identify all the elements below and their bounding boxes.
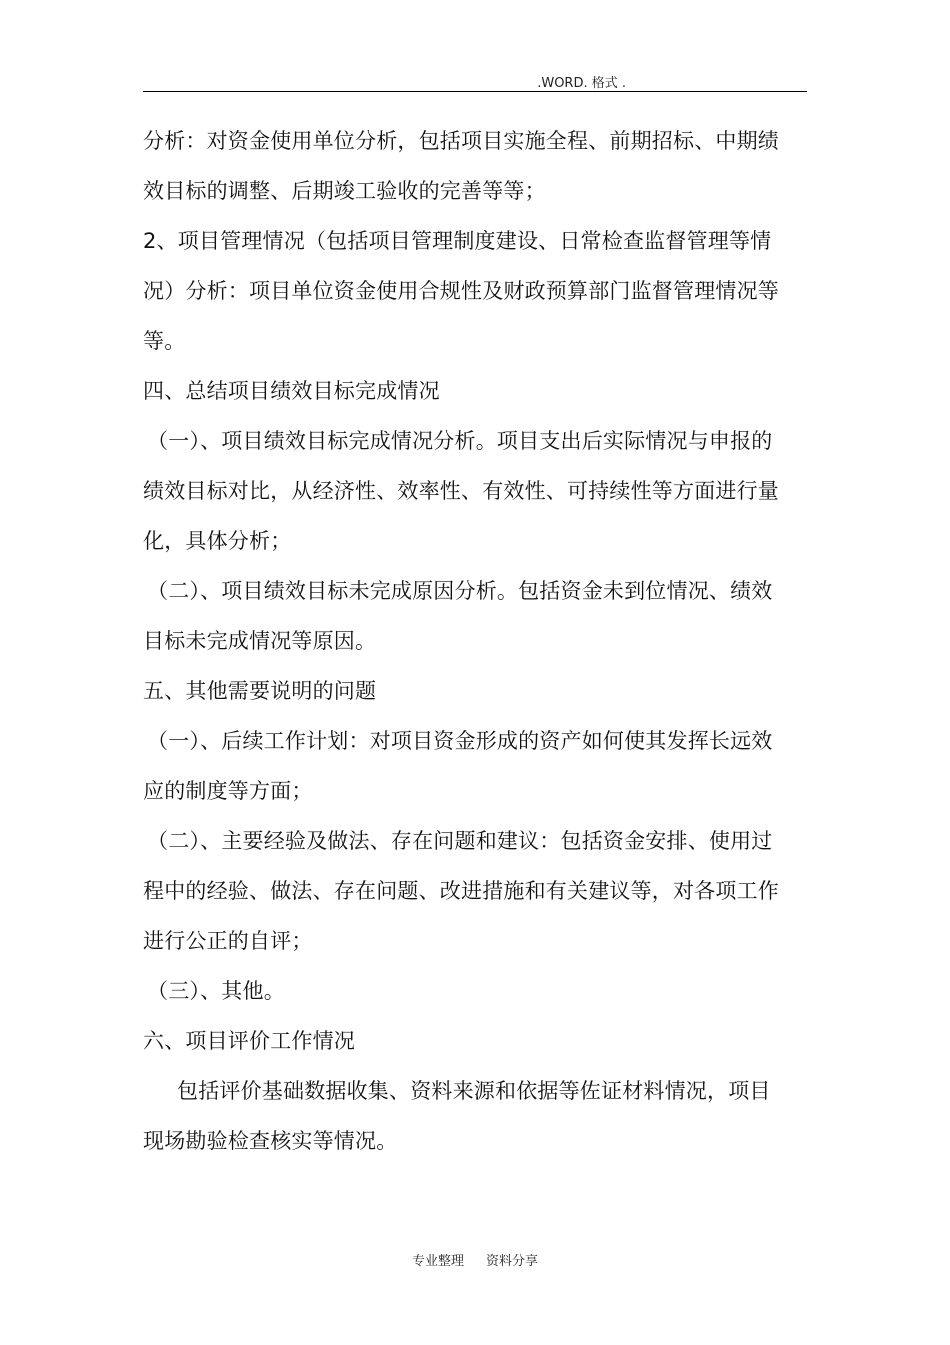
document-body (143, 116, 783, 1166)
text-line: （一）、项目绩效目标完成情况分析。项目支出后实际情况与申报的 (147, 429, 773, 453)
text-line: 程中的经验、做法、存在问题、改进措施和有关建议等，对各项工作 (143, 879, 779, 903)
text-line: 包括评价基础数据收集、资料来源和依据等佐证材料情况，项目 (177, 1079, 771, 1103)
footer-left-text: 专业整理 (411, 1254, 464, 1269)
text-line: 效目标的调整、后期竣工验收的完善等等； (143, 179, 546, 203)
text-line: 2、项目管理情况（包括项目管理制度建设、日常检查监督管理等情 (143, 229, 772, 253)
text-line: 等。 (143, 329, 186, 353)
text-line: （二）、项目绩效目标未完成原因分析。包括资金未到位情况、绩效 (147, 579, 773, 603)
text-line: （二）、主要经验及做法、存在问题和建议：包括资金安排、使用过 (147, 829, 773, 853)
text-line: 分析：对资金使用单位分析，包括项目实施全程、前期招标、中期绩 (143, 129, 779, 153)
text-line: 应的制度等方面； (143, 779, 313, 803)
text-line: 现场勘验检查核实等情况。 (143, 1129, 398, 1153)
header-divider (143, 91, 807, 92)
text-line: 化，具体分析； (143, 529, 292, 553)
text-line: 目标未完成情况等原因。 (143, 629, 377, 653)
text-line: 绩效目标对比，从经济性、效率性、有效性、可持续性等方面进行量 (143, 479, 779, 503)
page-footer (0, 1250, 950, 1269)
section-heading: 六、项目评价工作情况 (143, 1029, 355, 1053)
page-header: .WORD. 格式 . (537, 76, 626, 91)
text-line: （三）、其他。 (147, 979, 285, 1003)
text-line: 况）分析：项目单位资金使用合规性及财政预算部门监督管理情况等 (143, 279, 779, 303)
section-heading: 四、总结项目绩效目标完成情况 (143, 379, 440, 403)
footer-right-text: 资料分享 (486, 1254, 539, 1269)
section-heading: 五、其他需要说明的问题 (143, 679, 377, 703)
text-line: （一）、后续工作计划：对项目资金形成的资产如何使其发挥长远效 (147, 729, 773, 753)
text-line: 进行公正的自评； (143, 929, 313, 953)
